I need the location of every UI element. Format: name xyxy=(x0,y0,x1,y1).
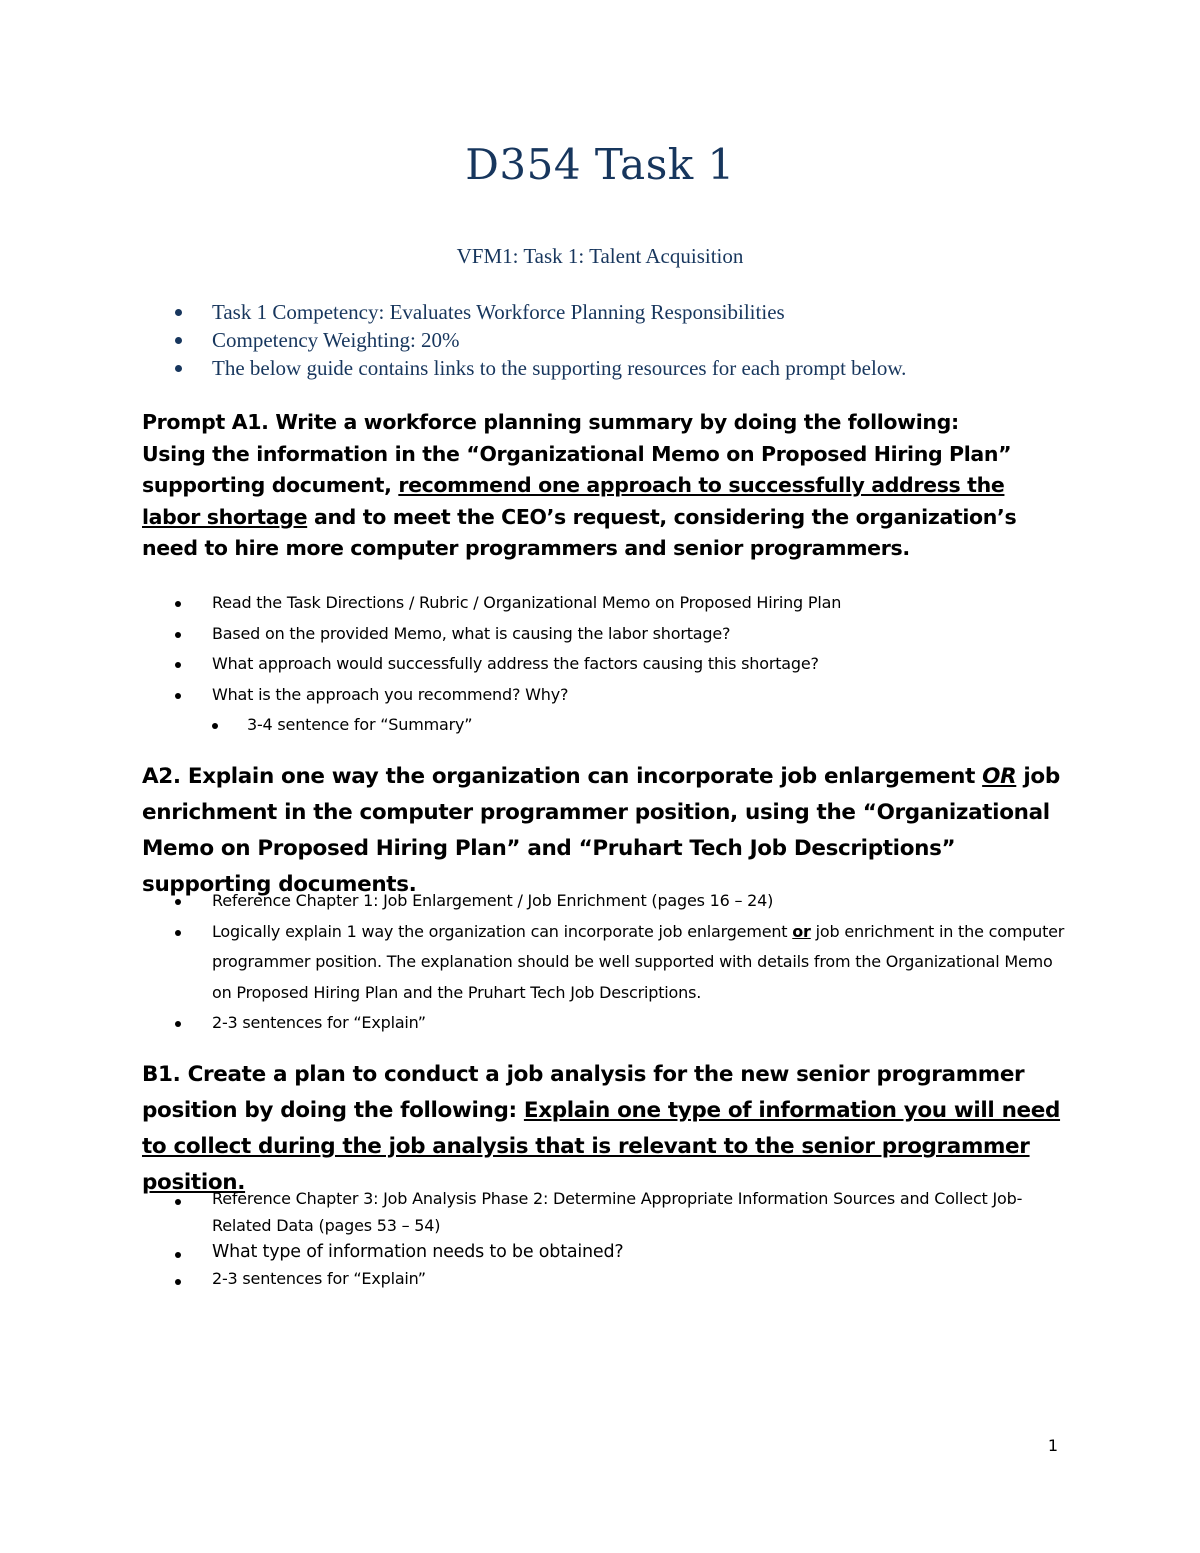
bullet-icon xyxy=(175,337,182,344)
intro-bullet-list xyxy=(172,298,1152,382)
bullet-icon xyxy=(175,1252,181,1258)
bullet-icon xyxy=(175,601,181,607)
list-item: What is the approach you recommend? Why? xyxy=(172,680,1072,711)
emphasis-or: or xyxy=(792,921,811,941)
list-item: 2-3 sentences for “Explain” xyxy=(172,1008,1072,1039)
list-item: Reference Chapter 3: Job Analysis Phase 2: Determine Appropriate Information Sources and Collect Job-Related Data (pages 53 – 54) xyxy=(172,1186,1072,1239)
bullet-icon xyxy=(175,365,182,372)
list-item: 2-3 sentences for “Explain” xyxy=(172,1266,1072,1293)
prompt-b1-heading: B1. Create a plan to conduct a job analysis for the new senior programmer position by doing the following: Explain one type of information you will need to collect during the job analysis that is relevant to the senior programmer position. xyxy=(142,1062,1061,1195)
list-item: Task 1 Competency: Evaluates Workforce Planning Responsibilities xyxy=(172,298,1152,326)
document-subtitle: VFM1: Task 1: Talent Acquisition xyxy=(456,244,744,268)
bullet-icon xyxy=(175,309,182,316)
bullet-icon xyxy=(175,1021,181,1027)
bullet-icon xyxy=(175,632,181,638)
bullet-icon xyxy=(175,662,181,668)
prompt-a1-text: Using the information in the “Organizational Memo on Proposed Hiring Plan” supporting document, recommend one approach to successfully address the labor shortage and to meet the CEO’s request, considering the organization’s need to hire more computer programmers and senior programmers. xyxy=(142,441,1017,560)
list-item: Competency Weighting: 20% xyxy=(172,326,1152,354)
list-item: Read the Task Directions / Rubric / Organizational Memo on Proposed Hiring Plan xyxy=(172,588,1072,619)
prompt-a2-guide-list xyxy=(172,886,1072,1039)
prompt-a2-heading: A2. Explain one way the organization can incorporate job enlargement OR job enrichment in the computer programmer position, using the “Organizational Memo on Proposed Hiring Plan” and “Pruhart Tech Job Descriptions” supporting documents. xyxy=(142,764,1060,897)
bullet-icon xyxy=(175,1279,181,1285)
list-item: What approach would successfully address the factors causing this shortage? xyxy=(172,649,1072,680)
bullet-icon xyxy=(212,723,218,729)
document-title: D354 Task 1 xyxy=(465,140,735,189)
prompt-a1-heading: Prompt A1. Write a workforce planning summary by doing the following: Using the information in the “Organizational Memo on Proposed Hiring Plan” supporting document, recommend one approach to successfully address the labor shortage and to meet the CEO’s request, considering the organization’s need to hire more computer programmers and senior programmers. xyxy=(142,407,1062,565)
bullet-icon xyxy=(175,899,181,905)
list-item: The below guide contains links to the supporting resources for each prompt below. xyxy=(172,354,1152,382)
prompt-a1-guide-list xyxy=(172,588,1072,741)
prompt-a2-or: OR xyxy=(982,764,1017,789)
list-item: What type of information needs to be obtained? xyxy=(172,1239,1072,1266)
list-item: Reference Chapter 1: Job Enlargement / Job Enrichment (pages 16 – 24) xyxy=(172,886,1072,917)
bullet-icon xyxy=(175,693,181,699)
bullet-icon xyxy=(175,1199,181,1205)
list-item: Based on the provided Memo, what is causing the labor shortage? xyxy=(172,619,1072,650)
list-item: Logically explain 1 way the organization can incorporate job enlargement or job enrichment in the computer programmer position. The explanation should be well supported with details from the Organizational Memo on Proposed Hiring Plan and the Pruhart Tech Job Descriptions. xyxy=(172,917,1072,1009)
prompt-b1-underlined: Explain one type of information you will need to collect during the job analysis that is relevant to the senior programmer position. xyxy=(142,1098,1061,1195)
page-number: 1 xyxy=(1047,1436,1058,1455)
prompt-a1-underlined: recommend one approach to successfully address the labor shortage xyxy=(142,473,1005,529)
prompt-b1-guide-list xyxy=(172,1186,1072,1292)
bullet-icon xyxy=(175,930,181,936)
list-item: 3-4 sentence for “Summary” xyxy=(172,710,1072,741)
